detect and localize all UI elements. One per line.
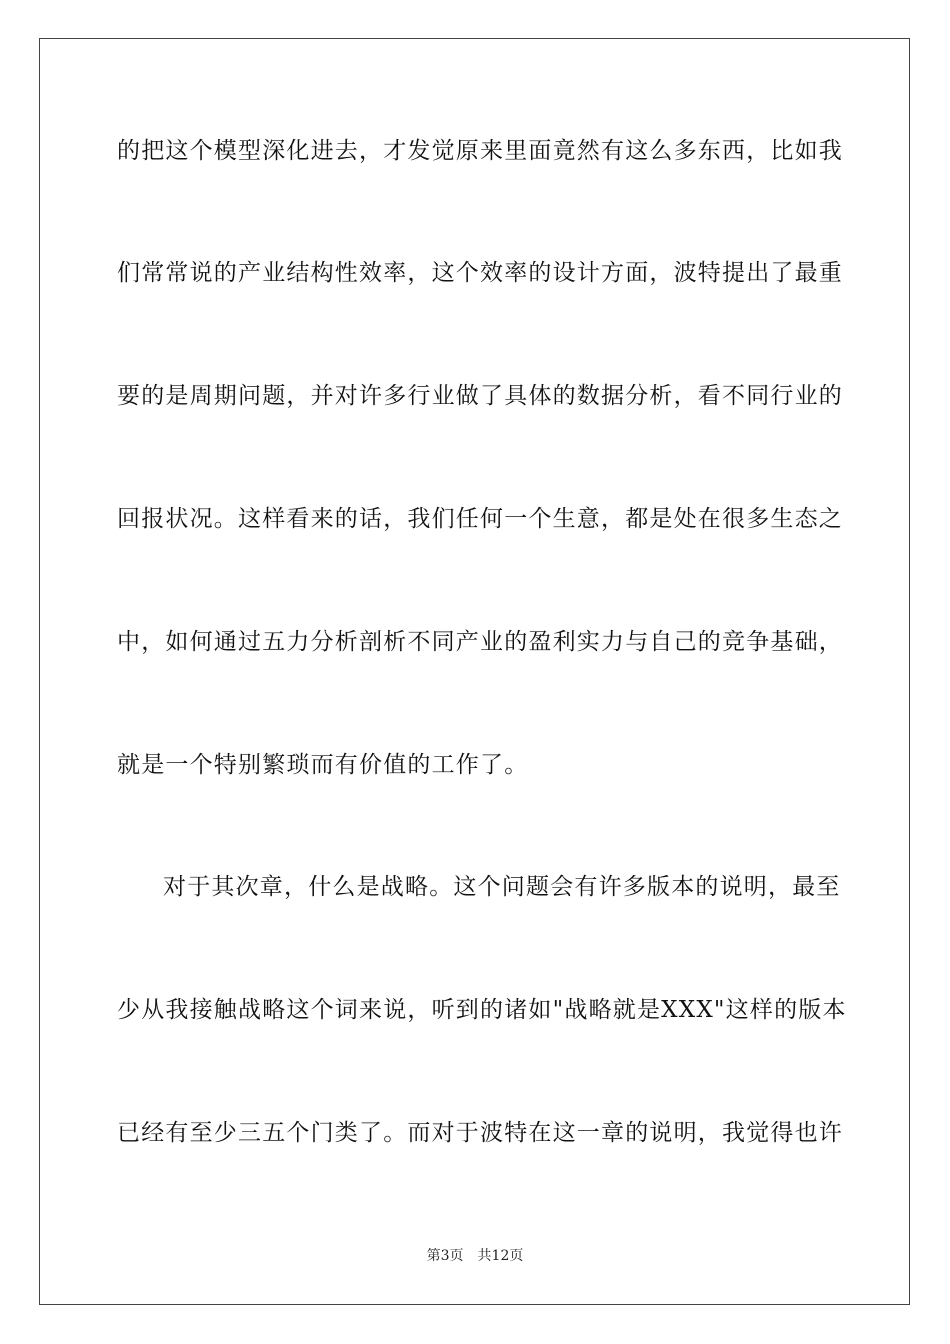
paragraph-line-1: 的把这个模型深化进去，才发觉原来里面竟然有这么多东西，比如我 <box>117 138 843 164</box>
paragraph-line-2: 们常常说的产业结构性效率，这个效率的设计方面，波特提出了最重 <box>117 260 843 286</box>
paragraph-line-8: 少从我接触战略这个词来说，听到的诸如"战略就是XXX"这样的版本 <box>117 997 847 1023</box>
paragraph-line-3: 要的是周期问题，并对许多行业做了具体的数据分析，看不同行业的 <box>117 383 843 409</box>
paragraph-line-9: 已经有至少三五个门类了。而对于波特在这一章的说明，我觉得也许 <box>117 1120 843 1146</box>
page-number: 第3页 <box>426 1248 464 1264</box>
page-border <box>39 38 910 1305</box>
page-footer <box>0 1247 950 1265</box>
paragraph-line-5: 中，如何通过五力分析剖析不同产业的盈利实力与自己的竞争基础， <box>117 629 843 655</box>
paragraph-line-4: 回报状况。这样看来的话，我们任何一个生意，都是处在很多生态之 <box>117 506 843 532</box>
paragraph-line-6: 就是一个特别繁琐而有价值的工作了。 <box>117 752 529 778</box>
paragraph-line-7: 对于其次章，什么是战略。这个问题会有许多版本的说明，最至 <box>163 874 841 900</box>
page-total: 共12页 <box>477 1248 524 1264</box>
